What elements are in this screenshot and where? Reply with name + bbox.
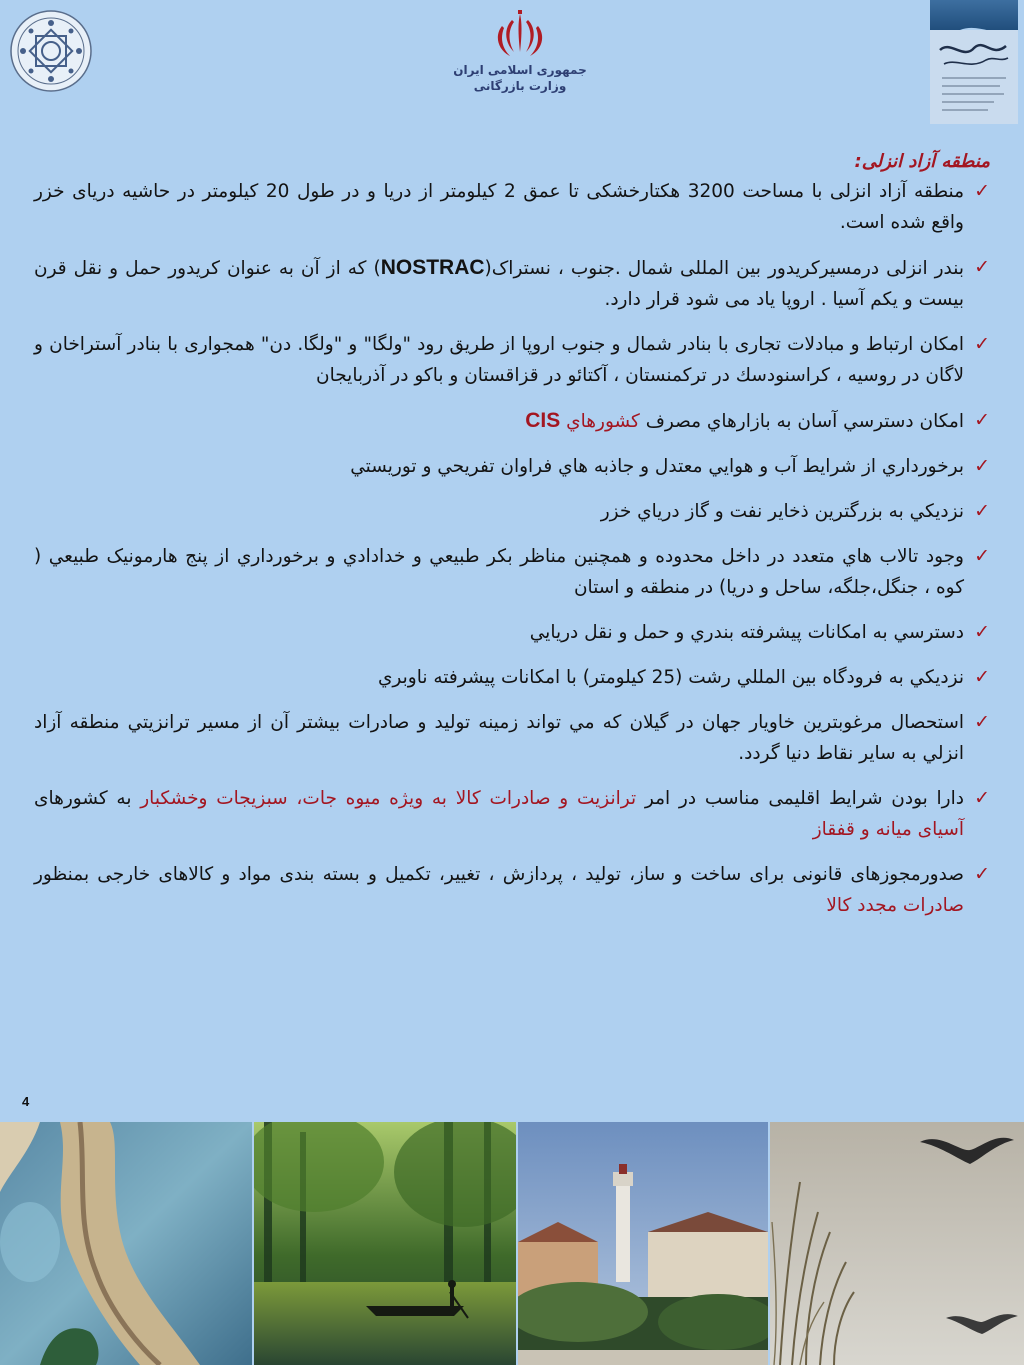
checkmark-icon: ✓ <box>974 333 990 355</box>
content-body <box>34 148 990 935</box>
nostrac-label: NOSTRAC <box>380 256 485 279</box>
checkmark-icon: ✓ <box>974 666 990 688</box>
bullet-text: صدورمجوزهای قانونی برای ساخت و ساز، تولید ، پردازش ، تغییر، تکمیل و بسته بندی مواد و کالاهای خارجی بمنظور <box>34 864 964 885</box>
photo-anzali-peninsula-aerial <box>0 1122 252 1365</box>
bullet-item <box>34 662 990 693</box>
bullet-item <box>34 405 990 437</box>
bullet-text: استحصال مرغوبترين خاويار جهان در گيلان که مي تواند زمينه توليد و صادرات بيشتر آن از مسير ترانزيتي منطقه آزاد انزلي به ساير نقاط دنيا گردد. <box>34 712 964 764</box>
photo-strip <box>0 1122 1024 1365</box>
highlight-text: کشورهاي <box>560 411 640 432</box>
highlight-text: ترانزیت و صادرات کالا به ویژه میوه جات، سبزیجات وخشکبار <box>140 788 637 809</box>
checkmark-icon: ✓ <box>974 455 990 477</box>
checkmark-icon: ✓ <box>974 500 990 522</box>
bullet-text: دارا بودن شرایط اقلیمی مناسب در امر <box>636 788 964 809</box>
bullet-item <box>34 617 990 648</box>
cis-label: CIS <box>525 409 561 432</box>
bullet-item <box>34 859 990 921</box>
checkmark-icon: ✓ <box>974 180 990 202</box>
checkmark-icon: ✓ <box>974 863 990 885</box>
bullet-item <box>34 783 990 845</box>
checkmark-icon: ✓ <box>974 545 990 567</box>
bullet-item <box>34 329 990 391</box>
national-plan-logo <box>930 0 1018 124</box>
bullet-text: امکان ارتباط و مبادلات تجاری با بنادر شمال و جنوب اروپا از طریق رود "ولگا" و "ولگا. دن" همجواری با بنادر آستراخان و لاگان در روسیه ، کراسنودسك در ترکمنستان ، آکتائو در قزاقستان و باکو در آذربایجان <box>34 334 964 386</box>
bullet-text: ) که از آن به عنوان کریدور حمل و نقل قرن بیست و یکم آسیا . اروپا یاد می شود قرار دارد. <box>34 258 964 310</box>
ministry-line-1: جمهوری اسلامی ایران <box>453 63 587 77</box>
bullet-text: نزديکي به بزرگترين ذخاير نفت و گاز درياي خزر <box>600 501 964 522</box>
bullet-item <box>34 451 990 482</box>
iran-emblem-icon <box>488 8 552 62</box>
checkmark-icon: ✓ <box>974 256 990 278</box>
ministry-logo <box>440 8 600 104</box>
organization-logo <box>8 8 94 94</box>
checkmark-icon: ✓ <box>974 787 990 809</box>
checkmark-icon: ✓ <box>974 711 990 733</box>
bullet-item <box>34 707 990 769</box>
bullet-item <box>34 252 990 315</box>
bullet-item <box>34 176 990 238</box>
highlight-text: آسیای میانه و قفقاز <box>812 819 964 840</box>
bullet-text: وجود تالاب هاي متعدد در داخل محدوده و همچنين مناظر بکر طبيعي و خدادادي و برخورداري از پنج هارمونيک طبيعي ( کوه ، جنگل،جلگه، ساحل و دريا) در منطقه و استان <box>34 546 964 598</box>
bullet-text: برخورداري از شرايط آب و هوايي معتدل و جاذبه هاي فراوان تفريحي و توريستي <box>350 456 964 477</box>
bullet-item <box>34 496 990 527</box>
bullet-text: بندر انزلی درمسیرکریدور بین المللی شمال .جنوب ، نستراک( <box>484 258 964 279</box>
bullet-text: نزديکي به فرودگاه بين المللي رشت (25 کيلومتر) با امکانات پيشرفته ناوبري <box>377 667 964 688</box>
bullet-text: دسترسي به امکانات پيشرفته بندري و حمل و نقل دريايي <box>529 622 964 643</box>
photo-anzali-town-lighthouse <box>518 1122 768 1365</box>
bullet-text: امکان دسترسي آسان به بازارهاي مصرف <box>639 411 964 432</box>
bullet-text: منطقه آزاد انزلی با مساحت 3200 هکتارخشکی تا عمق 2 کیلومتر از دریا و در طول 20 کیلومتر در حاشیه دریای خزر واقع شده است. <box>34 181 965 233</box>
ministry-line-2: وزارت بازرگانی <box>473 79 567 93</box>
page-number: 4 <box>22 1094 30 1109</box>
bullet-text: به کشورهای <box>34 788 141 809</box>
checkmark-icon: ✓ <box>974 621 990 643</box>
section-title: منطقه آزاد انزلی: <box>854 151 990 172</box>
checkmark-icon: ✓ <box>974 409 990 431</box>
photo-reeds-birds-lagoon <box>770 1122 1024 1365</box>
photo-lagoon-boat-forest <box>254 1122 516 1365</box>
highlight-text: صادرات مجدد کالا <box>826 895 964 916</box>
bullet-item <box>34 541 990 603</box>
